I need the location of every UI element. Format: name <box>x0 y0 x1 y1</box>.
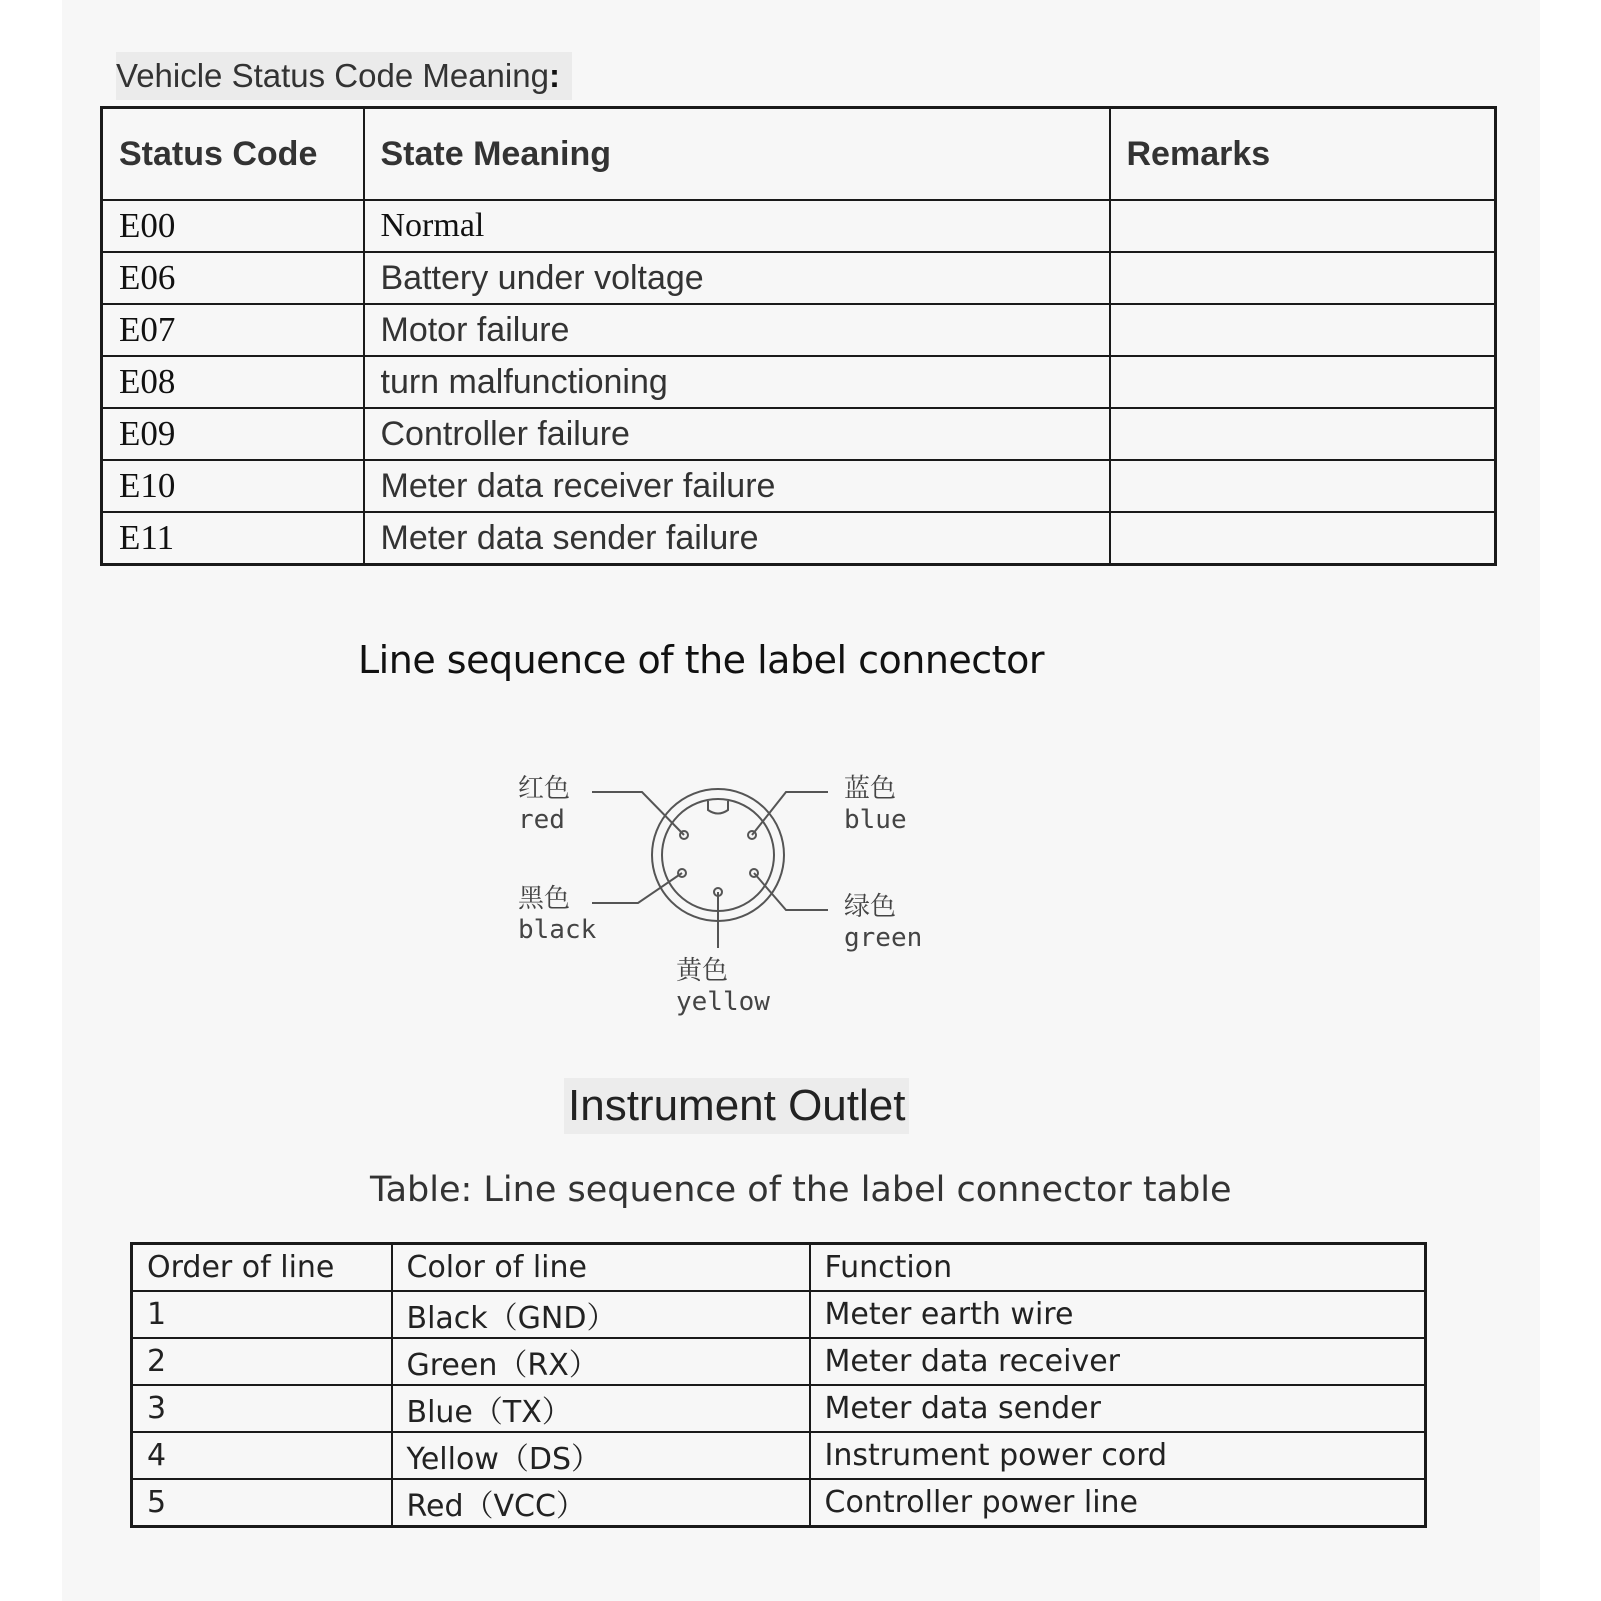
table-row <box>102 356 1496 408</box>
state-meaning-cell: Meter data receiver failure <box>364 460 1110 512</box>
line-function-cell: Meter data receiver <box>810 1338 1426 1385</box>
remarks-cell <box>1110 460 1496 512</box>
wire-label-black-english: black <box>518 915 597 946</box>
state-meaning-cell: Motor failure <box>364 304 1110 356</box>
remarks-cell <box>1110 408 1496 460</box>
leader-line-blue <box>752 792 828 835</box>
line-color-cell: Blue（TX） <box>392 1385 810 1432</box>
wire-label-red-english: red <box>518 805 565 836</box>
status-code-cell: E10 <box>102 460 364 512</box>
status-code-table <box>100 106 1497 566</box>
wire-label-yellow-chinese: 黄色 <box>676 956 729 986</box>
line-function-cell: Controller power line <box>810 1479 1426 1527</box>
wire-label-yellow-english: yellow <box>676 987 770 1018</box>
column-header-remarks: Remarks <box>1110 108 1496 201</box>
status-table-heading-colon: : <box>548 57 560 94</box>
table-row <box>102 408 1496 460</box>
state-meaning-cell: Battery under voltage <box>364 252 1110 304</box>
status-table-heading-text: Vehicle Status Code Meaning <box>116 57 549 94</box>
status-code-cell: E11 <box>102 512 364 565</box>
table-row <box>102 460 1496 512</box>
table-row <box>102 252 1496 304</box>
remarks-cell <box>1110 356 1496 408</box>
state-meaning-cell: Controller failure <box>364 408 1110 460</box>
line-order-cell: 1 <box>132 1291 392 1338</box>
remarks-cell <box>1110 252 1496 304</box>
wire-label-green <box>844 892 922 954</box>
column-header-order-of-line: Order of line <box>132 1244 392 1292</box>
line-color-cell: Black（GND） <box>392 1291 810 1338</box>
table-row <box>132 1338 1426 1385</box>
wire-label-black <box>518 884 596 946</box>
column-header-function: Function <box>810 1244 1426 1292</box>
table-row <box>102 200 1496 252</box>
wire-label-red <box>518 774 570 836</box>
table-row <box>132 1291 1426 1338</box>
table-row <box>102 512 1496 565</box>
wire-label-green-english: green <box>844 923 923 954</box>
outlet-table-caption: Table: Line sequence of the label connector table <box>370 1170 1232 1210</box>
wire-label-blue-chinese: 蓝色 <box>844 774 897 804</box>
table-row <box>132 1479 1426 1527</box>
connector-section-title: Line sequence of the label connector <box>358 638 1044 682</box>
line-sequence-table <box>130 1242 1427 1528</box>
column-header-state-meaning: State Meaning <box>364 108 1110 201</box>
line-order-cell: 5 <box>132 1479 392 1527</box>
wire-label-black-chinese: 黑色 <box>518 884 571 914</box>
remarks-cell <box>1110 200 1496 252</box>
line-color-cell: Red（VCC） <box>392 1479 810 1527</box>
column-header-status-code: Status Code <box>102 108 364 201</box>
line-table-header-row <box>132 1244 1426 1292</box>
outlet-section-title: Instrument Outlet <box>564 1078 909 1134</box>
line-function-cell: Meter data sender <box>810 1385 1426 1432</box>
connector-pinout-diagram <box>510 760 970 1040</box>
state-meaning-cell: Meter data sender failure <box>364 512 1110 565</box>
state-meaning-cell: turn malfunctioning <box>364 356 1110 408</box>
status-code-cell: E09 <box>102 408 364 460</box>
column-header-color-of-line: Color of line <box>392 1244 810 1292</box>
status-table-header-row <box>102 108 1496 201</box>
status-code-cell: E08 <box>102 356 364 408</box>
wire-label-green-chinese: 绿色 <box>844 892 897 922</box>
wire-label-yellow <box>676 956 770 1018</box>
wire-label-blue-english: blue <box>844 805 907 836</box>
line-order-cell: 2 <box>132 1338 392 1385</box>
line-order-cell: 3 <box>132 1385 392 1432</box>
table-row <box>132 1385 1426 1432</box>
line-function-cell: Instrument power cord <box>810 1432 1426 1479</box>
leader-line-red <box>592 792 684 835</box>
status-code-cell: E06 <box>102 252 364 304</box>
leader-line-green <box>754 873 828 910</box>
wire-label-blue <box>844 774 907 836</box>
status-table-heading <box>116 52 572 100</box>
remarks-cell <box>1110 512 1496 565</box>
table-row <box>102 304 1496 356</box>
status-code-cell: E00 <box>102 200 364 252</box>
wire-label-red-chinese: 红色 <box>518 774 571 804</box>
line-order-cell: 4 <box>132 1432 392 1479</box>
line-color-cell: Yellow（DS） <box>392 1432 810 1479</box>
line-function-cell: Meter earth wire <box>810 1291 1426 1338</box>
line-color-cell: Green（RX） <box>392 1338 810 1385</box>
remarks-cell <box>1110 304 1496 356</box>
status-code-cell: E07 <box>102 304 364 356</box>
table-row <box>132 1432 1426 1479</box>
connector-key-notch <box>708 801 728 814</box>
state-meaning-cell: Normal <box>364 200 1110 252</box>
